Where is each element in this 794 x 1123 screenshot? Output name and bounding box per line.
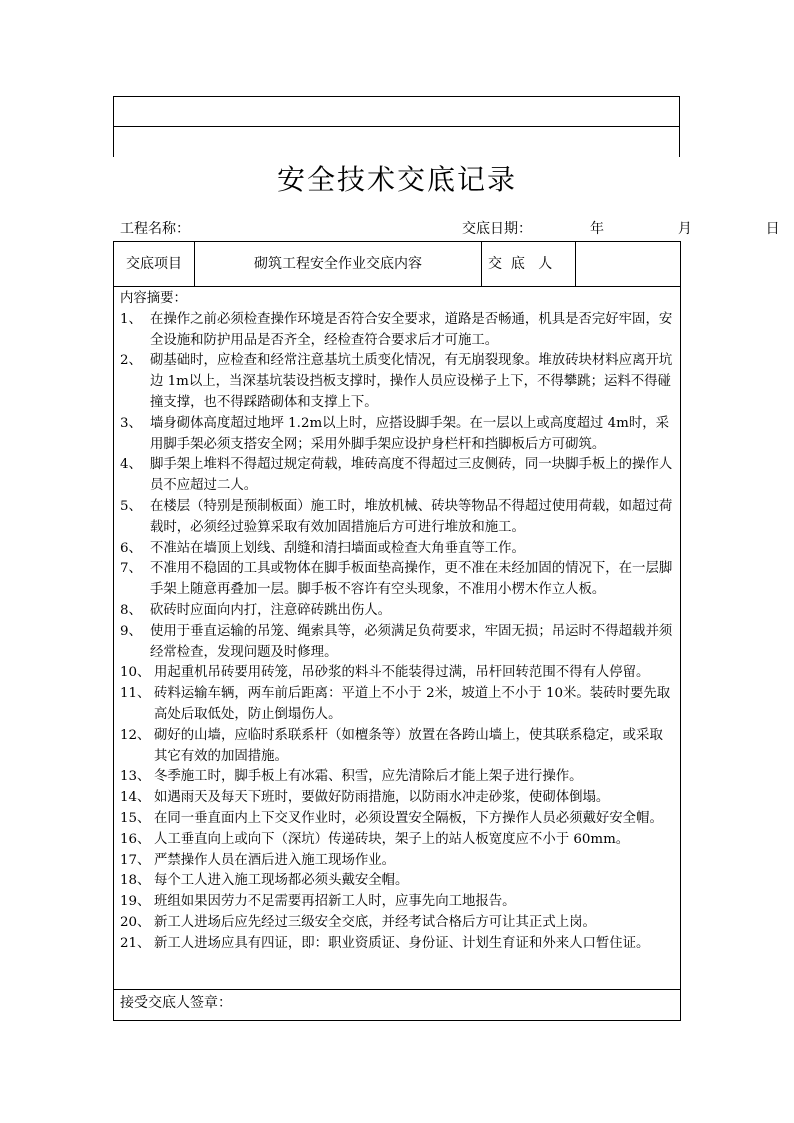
- item-text: 墙身砌体高度超过地坪 1.2m以上时，应搭设脚手架。在一层以上或高度超过 4m时，采用脚手架必须支搭安全网；采用外脚手架应设护身栏杆和挡脚板后方可砌筑。: [150, 415, 670, 452]
- item-number: 11、: [120, 686, 151, 702]
- project-name-label: 工程名称：: [120, 221, 190, 237]
- item-text: 用起重机吊砖要用砖笼，吊砂浆的料斗不能装得过满，吊杆回转范围不得有人停留。: [154, 665, 650, 681]
- day-label: 日: [765, 221, 780, 237]
- list-item: [120, 788, 674, 809]
- meta-row: [120, 219, 780, 239]
- item-list: [120, 310, 674, 955]
- item-number: 3、: [120, 415, 142, 431]
- list-item: [120, 663, 674, 684]
- list-item: [120, 559, 674, 601]
- list-item: [120, 830, 674, 851]
- item-number: 4、: [120, 457, 142, 473]
- header-border-right: [679, 127, 680, 157]
- date-ymd: [590, 219, 780, 239]
- item-text: 新工人进场后应先经过三级安全交底，并经考试合格后方可让其正式上岗。: [154, 914, 596, 930]
- item-number: 18、: [120, 873, 151, 889]
- item-number: 12、: [120, 727, 151, 743]
- header-box: [113, 96, 680, 127]
- item-number: 19、: [120, 894, 151, 910]
- item-number: 16、: [120, 831, 151, 847]
- item-number: 15、: [120, 810, 151, 826]
- list-item: [120, 539, 674, 560]
- list-item: [120, 892, 674, 913]
- list-item: [120, 622, 674, 664]
- month-label: 月: [677, 221, 692, 237]
- item-number: 9、: [120, 623, 142, 639]
- list-item: [120, 455, 674, 497]
- person-label-cell: 交 底 人: [482, 242, 576, 286]
- item-text: 不准用不稳固的工具或物体在脚手板面垫高操作，更不准在未经加固的情况下，在一层脚手架上随意再叠加一层。脚手板不容许有空头现象，不准用小楞木作立人板。: [150, 561, 673, 598]
- item-text: 如遇雨天及每天下班时，要做好防雨措施，以防雨水冲走砂浆，使砌体倒塌。: [154, 790, 610, 806]
- item-number: 14、: [120, 790, 151, 806]
- header-border-left: [113, 127, 114, 157]
- list-item: [120, 684, 674, 726]
- list-item: [120, 809, 674, 830]
- list-item: [120, 871, 674, 892]
- item-number: 5、: [120, 498, 142, 514]
- item-text: 砍砖时应面向内打，注意碎砖跳出伤人。: [150, 602, 392, 618]
- date-label: 交底日期：: [462, 221, 532, 237]
- item-text: 砌基础时，应检查和经常注意基坑土质变化情况，有无崩裂现象。堆放砖块材料应离开坑边 1m以上，当深基坑装设挡板支撑时，操作人员应设梯子上下，不得攀跳；运料不得碰撞支撑，也不得踩踏砌体和支撑上下。: [150, 353, 673, 410]
- list-item: [120, 414, 674, 456]
- item-text: 在操作之前必须检查操作环境是否符合安全要求，道路是否畅通，机具是否完好牢固，安全设施和防护用品是否齐全，经检查符合要求后才可施工。: [150, 311, 673, 348]
- item-text: 使用于垂直运输的吊笼、绳索具等，必须满足负荷要求，牢固无损；吊运时不得超载并须经常检查，发现问题及时修理。: [150, 623, 673, 660]
- signature-label: 接受交底人签章：: [120, 995, 232, 1011]
- item-number: 13、: [120, 769, 151, 785]
- item-text: 砖料运输车辆，两车前后距离：平道上不小于 2米，坡道上不小于 10米。装砖时要先取高处后取低处，防止倒塌伤人。: [154, 686, 671, 722]
- list-item: [120, 726, 674, 768]
- item-text: 人工垂直向上或向下（深坑）传递砖块，架子上的站人板宽度应不小于 60mm。: [154, 831, 630, 847]
- table-header-row: [114, 242, 680, 287]
- item-text: 班组如果因劳力不足需要再招新工人时，应事先向工地报告。: [154, 894, 516, 910]
- item-text: 每个工人进入施工现场都必须头戴安全帽。: [154, 873, 409, 889]
- list-item: [120, 351, 674, 413]
- record-table: [113, 241, 681, 1021]
- item-text: 不准站在墙顶上划线、刮缝和清扫墙面或检查大角垂直等工作。: [150, 540, 525, 556]
- list-item: [120, 934, 674, 955]
- item-number: 21、: [120, 935, 151, 951]
- content-summary: [114, 287, 680, 990]
- item-number: 8、: [120, 602, 142, 618]
- item-text: 在同一垂直面内上下交叉作业时，必须设置安全隔板，下方操作人员必须戴好安全帽。: [154, 810, 663, 826]
- item-number: 6、: [120, 540, 142, 556]
- item-value-cell: 砌筑工程安全作业交底内容: [195, 242, 482, 286]
- summary-label: 内容摘要：: [120, 291, 187, 306]
- list-item: [120, 497, 674, 539]
- list-item: [120, 851, 674, 872]
- item-number: 17、: [120, 852, 151, 868]
- item-text: 新工人进场应具有四证，即：职业资质证、身份证、计划生育证和外来人口暂住证。: [154, 935, 650, 951]
- item-number: 2、: [120, 353, 142, 369]
- item-number: 20、: [120, 914, 151, 930]
- item-number: 10、: [120, 665, 151, 681]
- item-number: 1、: [120, 311, 142, 327]
- list-item: [120, 310, 674, 352]
- person-value-cell: [577, 242, 680, 286]
- item-text: 冬季施工时，脚手板上有冰霜、积雪，应先清除后才能上架子进行操作。: [154, 769, 583, 785]
- item-text: 严禁操作人员在酒后进入施工现场作业。: [154, 852, 396, 868]
- year-label: 年: [590, 221, 604, 237]
- item-number: 7、: [120, 561, 142, 577]
- list-item: [120, 913, 674, 934]
- list-item: [120, 601, 674, 622]
- list-item: [120, 767, 674, 788]
- item-label-cell: 交底项目: [114, 242, 195, 286]
- item-text: 在楼层（特别是预制板面）施工时，堆放机械、砖块等物品不得超过使用荷载，如超过荷载时，必须经过验算采取有效加固措施后方可进行堆放和施工。: [150, 498, 673, 535]
- item-text: 砌好的山墙，应临时系联系杆（如檀条等）放置在各跨山墙上，使其联系稳定，或采取其它有效的加固措施。: [154, 727, 663, 764]
- page-title: 安全技术交底记录: [276, 163, 517, 196]
- item-text: 脚手架上堆料不得超过规定荷载，堆砖高度不得超过三皮侧砖，同一块脚手板上的操作人员不应超过二人。: [150, 457, 673, 494]
